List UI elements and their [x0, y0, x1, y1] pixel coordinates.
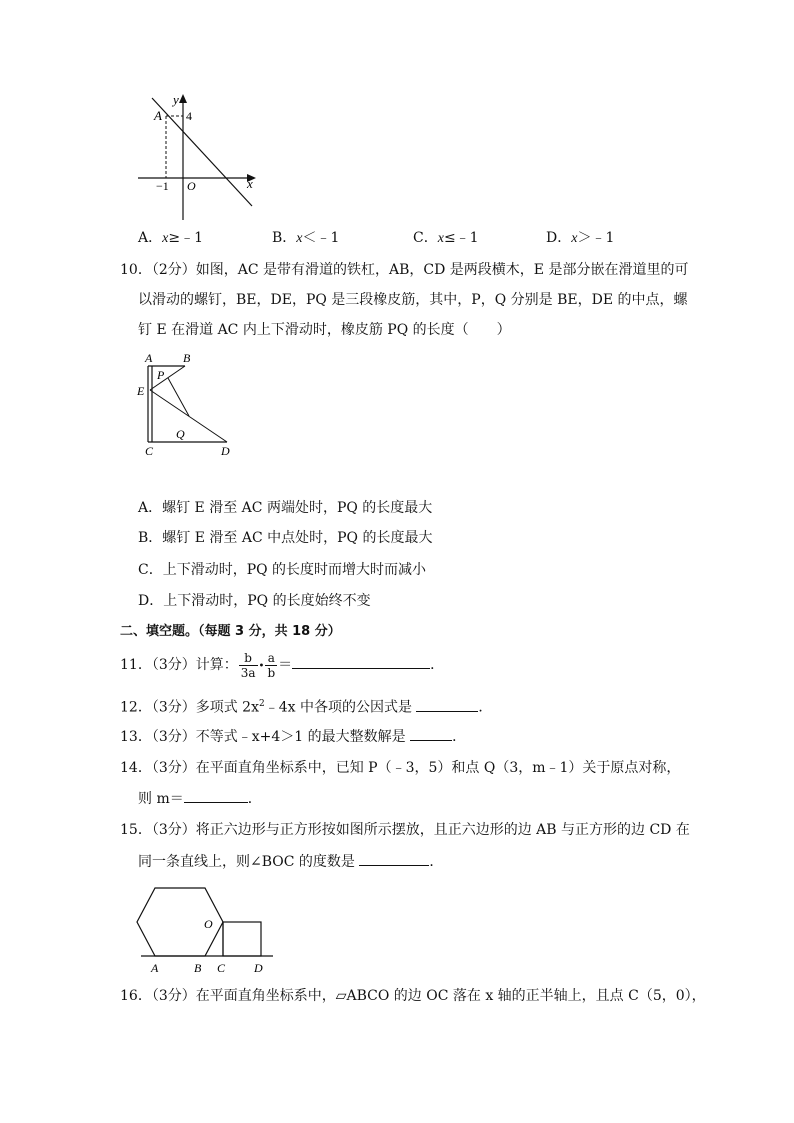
q9-option-d-var: x [571, 231, 578, 246]
fig15-label-C: C [217, 961, 226, 975]
q9-option-a-text: ≥﹣1 [168, 230, 203, 246]
fig9-label-4: 4 [186, 109, 192, 123]
band-pq [168, 378, 189, 416]
fig10-label-B: B [183, 351, 191, 365]
q15-line2 [138, 851, 443, 872]
q9-option-b-letter: B． [272, 230, 297, 246]
y-axis-arrow-icon [179, 94, 187, 103]
q9-option-c[interactable] [413, 228, 479, 249]
q10-stem-line3: 钉 E 在滑道 AC 内上下滑动时，橡皮筋 PQ 的长度（ ） [138, 322, 511, 338]
fig15-label-A: A [151, 961, 159, 975]
q9-option-b-var: x [296, 231, 303, 246]
q15-prefix: 同一条直线上，则∠BOC 的度数是 [138, 854, 360, 870]
q9-option-a[interactable] [138, 228, 203, 249]
fig10-label-P: P [157, 368, 165, 382]
section-2-heading: 二、填空题。（每题 3 分，共 18 分） [120, 624, 341, 639]
q10-stem-line1: 10．（2分）如图，AC 是带有滑道的铁杠，AB，CD 是两段横木，E 是部分嵌在滑道里的可 [120, 262, 689, 278]
q11-num2: a [265, 651, 277, 666]
q12-prefix: 12．（3分）多项式 2x [120, 699, 259, 716]
band-be [150, 366, 185, 390]
q11-dot: • [258, 661, 265, 672]
q9-option-d[interactable] [546, 228, 614, 249]
q9-option-a-var: x [162, 231, 169, 246]
q12 [120, 694, 492, 718]
q9-option-d-letter: D． [546, 230, 572, 246]
q11-prefix: 11．（3分）计算： [120, 657, 238, 673]
fig9-label-minus1: −1 [156, 179, 169, 193]
fig10-label-Q: Q [176, 427, 185, 441]
square [223, 922, 261, 956]
q11 [120, 650, 444, 682]
q12-rest: ﹣4x 中各项的公因式是 [264, 699, 417, 716]
q10-option-a[interactable]: A．螺钉 E 滑至 AC 两端处时，PQ 的长度最大 [138, 500, 433, 516]
q14-prefix: 则 m＝ [138, 791, 184, 807]
fig15-label-B: B [194, 961, 202, 975]
q11-den2: b [267, 665, 276, 680]
q13-end: ． [452, 729, 467, 745]
fig9-label-A: A [154, 108, 162, 123]
fig10-label-A: A [145, 351, 153, 365]
q11-end: ． [430, 657, 445, 673]
q9-option-c-letter: C． [413, 230, 438, 246]
q13 [120, 726, 466, 747]
q15-figure [135, 878, 275, 978]
q10-figure [135, 348, 245, 460]
fig9-label-O: O [187, 179, 196, 193]
q11-num1: b [239, 651, 258, 666]
q12-exponent: 2 [258, 699, 265, 709]
q10-stem-line2: 以滑动的螺钉，BE，DE，PQ 是三段橡皮筋，其中，P，Q 分别是 BE，DE 的中点，螺 [138, 292, 688, 308]
q11-den1: 3a [240, 665, 256, 680]
q14-answer-blank[interactable] [184, 788, 248, 803]
q9-option-a-letter: A． [138, 230, 163, 246]
q10-option-d[interactable]: D．上下滑动时，PQ 的长度始终不变 [138, 593, 371, 609]
fig10-label-D: D [221, 444, 230, 458]
q14-end: ． [247, 791, 262, 807]
q10-option-b[interactable]: B．螺钉 E 滑至 AC 中点处时，PQ 的长度最大 [138, 530, 433, 546]
q10-option-c[interactable]: C．上下滑动时，PQ 的长度时而增大时而减小 [138, 562, 427, 578]
q15-answer-blank[interactable] [359, 851, 429, 866]
fig9-label-x: x [247, 176, 253, 191]
fig10-label-E: E [137, 384, 145, 398]
q11-fraction-2 [265, 651, 277, 680]
fig15-label-O: O [204, 917, 213, 931]
q12-answer-blank[interactable] [416, 697, 478, 712]
q15-end: ． [429, 854, 444, 870]
q9-option-c-var: x [437, 231, 444, 246]
q9-option-b-text: ＜﹣1 [302, 230, 340, 246]
fig15-label-D: D [254, 961, 263, 975]
q9-option-b[interactable] [272, 228, 339, 249]
q16-line1: 16．（3分）在平面直角坐标系中，▱ABCO 的边 OC 落在 x 轴的正半轴上，且点 C（5，0）， [120, 988, 706, 1004]
q13-answer-blank[interactable] [410, 726, 452, 741]
q9-option-c-text: ≤﹣1 [443, 230, 479, 246]
q11-answer-blank[interactable] [292, 654, 430, 669]
q11-fraction-1 [239, 651, 258, 680]
q9-figure [130, 90, 265, 222]
q14-line1: 14．（3分）在平面直角坐标系中，已知 P（﹣3，5）和点 Q（3，m﹣1）关于原点对称， [120, 760, 681, 776]
q14-line2 [138, 788, 262, 809]
fig9-label-y: y [173, 92, 179, 107]
q15-line1: 15．（3分）将正六边形与正方形按如图所示摆放，且正六边形的边 AB 与正方形的边 CD 在 [120, 822, 690, 838]
fig10-label-C: C [145, 444, 154, 458]
q11-equals: ＝ [278, 657, 293, 673]
q9-option-d-text: ＞﹣1 [577, 230, 615, 246]
q13-text: 13．（3分）不等式﹣x+4＞1 的最大整数解是 [120, 729, 411, 745]
q12-end: ． [478, 699, 493, 716]
